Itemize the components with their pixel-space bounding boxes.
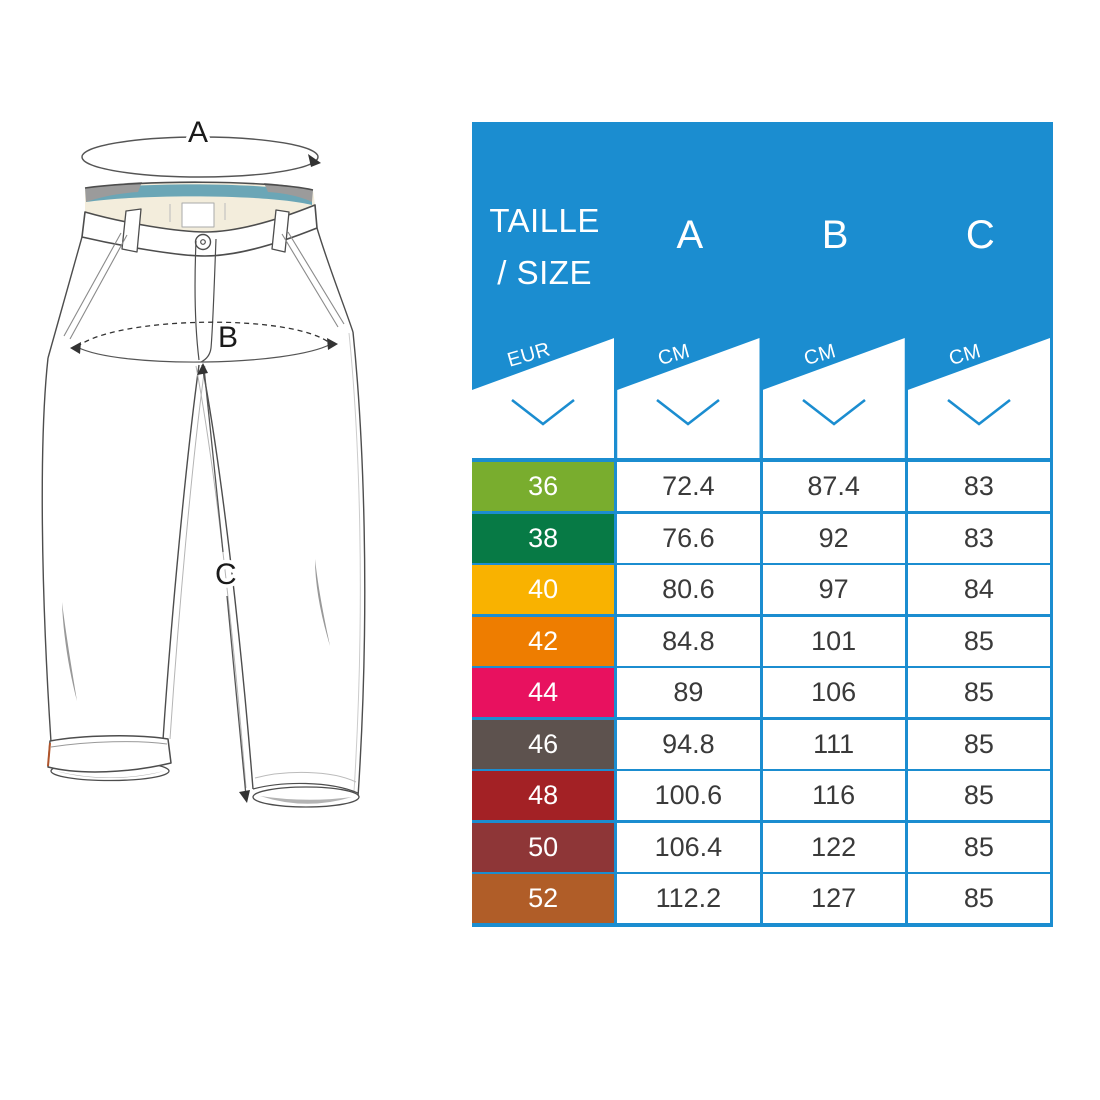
value-cell-c: 83 [908,514,1050,563]
diagram-label-c: C [215,558,237,591]
arrowhead-b-right [327,338,338,350]
chevron-down-icon [510,398,576,428]
table-body [472,462,1053,927]
diagram-label-a: A [188,116,209,149]
column-header-c: C [965,212,995,257]
value-cell-b: 101 [763,617,905,666]
unit-column-eur [472,338,614,458]
value-cell-c: 85 [908,874,1050,923]
size-cell: 48 [472,771,614,820]
value-cell-c: 84 [908,565,1050,614]
value-cell-a: 94.8 [617,720,759,769]
column-header-a: A [676,212,704,257]
value-cell-c: 85 [908,771,1050,820]
value-cell-c: 85 [908,617,1050,666]
value-cell-b: 92 [763,514,905,563]
table-title-line1: TAILLE [489,202,600,239]
right-hem [253,772,359,807]
size-table [472,122,1053,927]
diagram-label-b: B [218,321,239,354]
table-title-line2: / SIZE [497,254,592,291]
value-cell-b: 127 [763,874,905,923]
fly-stitching [195,239,216,362]
chevron-down-icon [801,398,867,428]
crease-shadow [62,602,77,701]
crease-shadow [315,559,330,646]
trousers-technical-drawing [20,100,460,860]
waistband [82,182,317,256]
value-cell-b: 97 [763,565,905,614]
unit-label-cm: CM [946,340,984,371]
size-cell: 42 [472,617,614,666]
unit-label-cm: CM [801,340,838,371]
left-cuff [48,736,171,781]
value-cell-c: 85 [908,823,1050,872]
value-cell-b: 116 [763,771,905,820]
size-cell: 36 [472,462,614,511]
unit-column-b-cm [763,338,905,458]
value-cell-b: 87.4 [763,462,905,511]
value-cell-a: 72.4 [617,462,759,511]
value-cell-a: 76.6 [617,514,759,563]
chevron-down-icon [946,398,1012,428]
hip-measure-ellipse [70,322,338,362]
unit-column-a-cm [617,338,759,458]
size-cell: 46 [472,720,614,769]
size-cell: 50 [472,823,614,872]
value-cell-c: 85 [908,720,1050,769]
size-cell: 52 [472,874,614,923]
button [196,235,211,250]
value-cell-c: 85 [908,668,1050,717]
value-cell-b: 106 [763,668,905,717]
value-cell-a: 84.8 [617,617,759,666]
unit-column-c-cm [908,338,1050,458]
value-cell-c: 83 [908,462,1050,511]
chevron-down-icon [655,398,721,428]
value-cell-b: 122 [763,823,905,872]
value-cell-a: 80.6 [617,565,759,614]
legs [42,332,365,797]
value-cell-a: 100.6 [617,771,759,820]
column-header-b: B [821,212,849,257]
arrowhead-c-bottom [239,790,250,803]
value-cell-a: 89 [617,668,759,717]
size-cell: 40 [472,565,614,614]
size-cell: 44 [472,668,614,717]
unit-label-cm: CM [655,340,693,371]
arrowhead-b-left [70,342,81,354]
unit-label-eur: EUR [504,338,554,372]
value-cell-a: 112.2 [617,874,759,923]
value-cell-a: 106.4 [617,823,759,872]
table-header [472,122,1053,462]
size-cell: 38 [472,514,614,563]
inner-label [182,203,214,227]
value-cell-b: 111 [763,720,905,769]
table-title [472,122,617,338]
